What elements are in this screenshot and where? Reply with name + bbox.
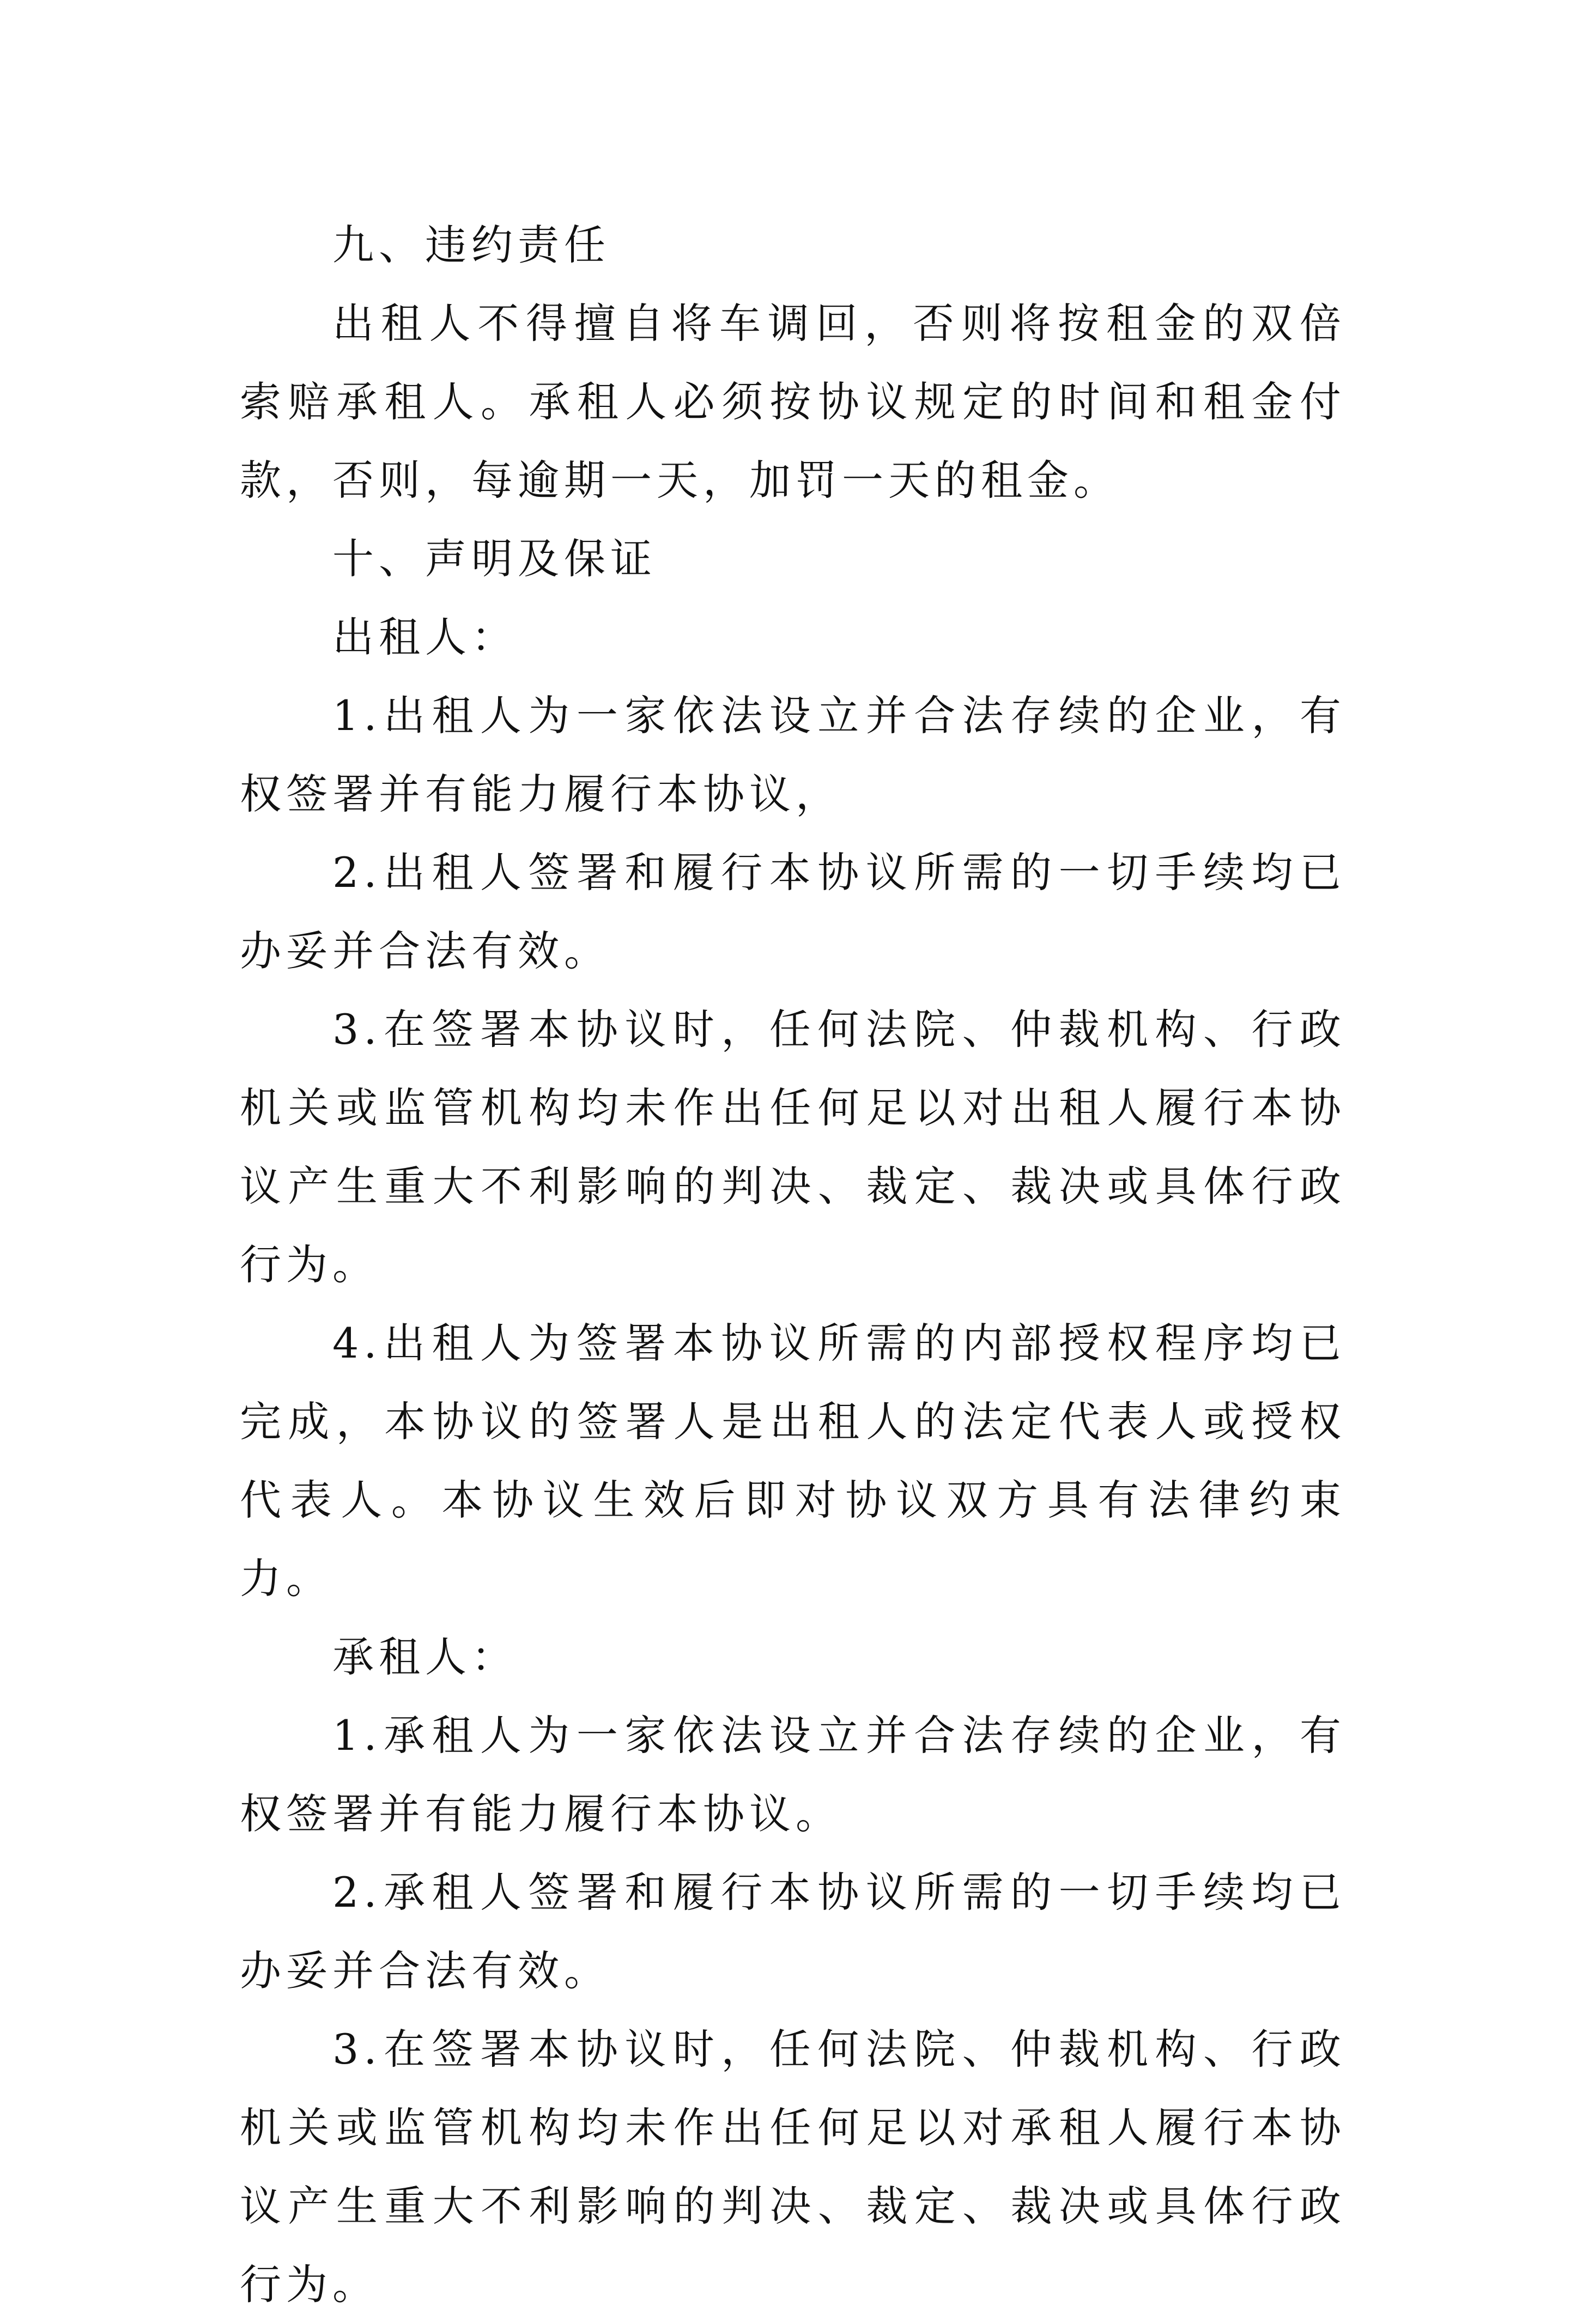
paragraph-breach-liability: 出租人不得擅自将车调回，否则将按租金的双倍索赔承租人。承租人必须按协议规定的时间和租金付款，否则，每逾期一天，加罚一天的租金。 — [240, 299, 1346, 504]
lessor-item-4: 4.出租人为签署本协议所需的内部授权程序均已完成，本协议的签署人是出租人的法定代表人或授权代表人。本协议生效后即对协议双方具有法律约束力。 — [240, 1319, 1346, 1603]
lessee-item-1: 1.承租人为一家依法设立并合法存续的企业，有权签署并有能力履行本协议。 — [240, 1711, 1346, 1838]
lessee-item-3: 3.在签署本协议时，任何法院、仲裁机构、行政机关或监管机构均未作出任何足以对承租人履行本协议产生重大不利影响的判决、裁定、裁决或具体行政行为。 — [240, 2025, 1346, 2309]
lessor-item-3: 3.在签署本协议时，任何法院、仲裁机构、行政机关或监管机构均未作出任何足以对出租人履行本协议产生重大不利影响的判决、裁定、裁决或具体行政行为。 — [240, 1005, 1346, 1289]
section-heading-breach-liability: 九、违约责任 — [332, 221, 610, 269]
document-body — [240, 206, 1346, 2324]
lessee-item-2: 2.承租人签署和履行本协议所需的一切手续均已办妥并合法有效。 — [240, 1868, 1346, 1995]
lessor-item-2: 2.出租人签署和履行本协议所需的一切手续均已办妥并合法有效。 — [240, 848, 1346, 975]
section-heading-representations: 十、声明及保证 — [332, 534, 657, 583]
lessor-label: 出租人： — [332, 613, 518, 661]
lessee-label: 承租人： — [332, 1633, 518, 1681]
lessor-item-1: 1.出租人为一家依法设立并合法存续的企业，有权签署并有能力履行本协议， — [240, 691, 1346, 818]
